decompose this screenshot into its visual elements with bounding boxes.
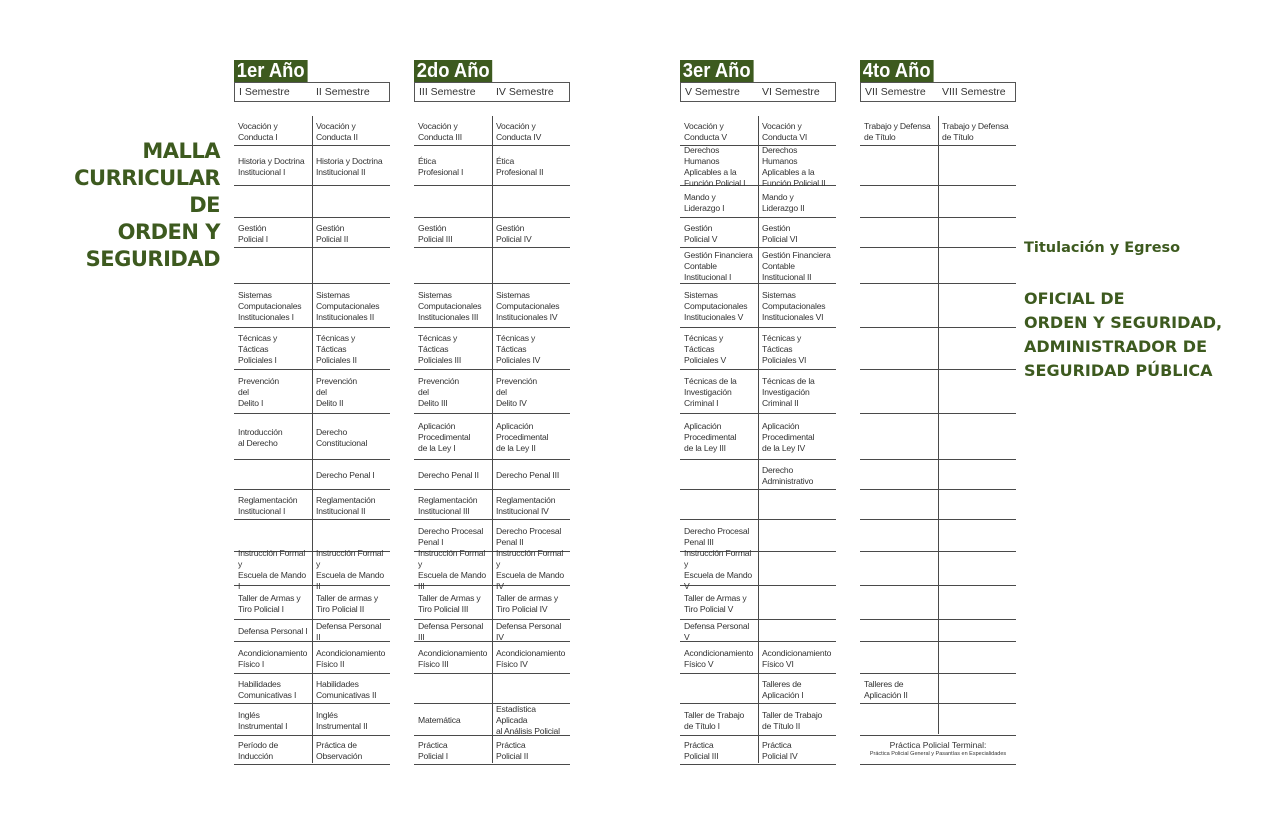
course-cell: Acondicionamiento Físico III	[414, 642, 492, 674]
course-cell	[938, 284, 1016, 328]
course-cell	[860, 284, 938, 328]
course-cell: Acondicionamiento Físico IV	[492, 642, 570, 674]
course-cell: Aplicación Procedimental de la Ley II	[492, 414, 570, 460]
course-cell: Acondicionamiento Físico V	[680, 642, 758, 674]
course-cell: Práctica Policial II	[492, 736, 570, 765]
course-cell	[860, 620, 938, 642]
course-cell	[680, 490, 758, 520]
title-line: ORDEN Y	[117, 220, 220, 244]
course-cell	[860, 704, 938, 736]
course-cell: Período de Inducción	[234, 736, 312, 765]
year-3-header	[680, 60, 836, 102]
course-cell: Habilidades Comunicativas I	[234, 674, 312, 704]
year-4-header	[860, 60, 1016, 102]
course-cell	[492, 674, 570, 704]
course-cell	[938, 620, 1016, 642]
course-cell: Reglamentación Institucional I	[234, 490, 312, 520]
course-cell	[938, 218, 1016, 248]
course-cell	[860, 218, 938, 248]
title-line: MALLA	[142, 139, 220, 163]
course-cell: Derecho Penal II	[414, 460, 492, 490]
course-cell: Práctica Policial I	[414, 736, 492, 765]
course-cell: Reglamentación Institucional III	[414, 490, 492, 520]
course-cell	[860, 460, 938, 490]
course-cell: Técnicas y Tácticas Policiales V	[680, 328, 758, 370]
course-cell: Derechos Humanos Aplicables a la Función Policial II	[758, 146, 836, 186]
course-cell	[234, 460, 312, 490]
page-title	[40, 138, 220, 273]
course-cell	[312, 248, 390, 284]
year-1-header	[234, 60, 390, 102]
course-cell: Aplicación Procedimental de la Ley III	[680, 414, 758, 460]
course-cell: Práctica Policial IV	[758, 736, 836, 765]
course-cell	[938, 674, 1016, 704]
terminal-underline	[860, 764, 1016, 765]
year-label: 4to Año	[860, 60, 933, 82]
course-cell: Taller de Armas y Tiro Policial III	[414, 586, 492, 620]
course-cell: Gestión Policial IV	[492, 218, 570, 248]
course-cell: Derecho Penal I	[312, 460, 390, 490]
course-cell	[414, 186, 492, 218]
course-cell: Trabajo y Defensa de Título	[938, 116, 1016, 146]
course-cell	[938, 328, 1016, 370]
course-cell: Taller de armas y Tiro Policial IV	[492, 586, 570, 620]
course-cell: Mando y Liderazgo I	[680, 186, 758, 218]
course-cell: Talleres de Aplicación II	[860, 674, 938, 704]
title-line: DE	[189, 193, 220, 217]
course-cell	[860, 328, 938, 370]
course-cell: Vocación y Conducta I	[234, 116, 312, 146]
course-cell: Técnicas y Tácticas Policiales I	[234, 328, 312, 370]
course-cell: Taller de Trabajo de Título II	[758, 704, 836, 736]
course-cell: Defensa Personal IV	[492, 620, 570, 642]
title-line: SEGURIDAD	[85, 247, 220, 271]
course-cell: Gestión Policial V	[680, 218, 758, 248]
degree-title	[1024, 287, 1222, 383]
course-cell: Defensa Personal V	[680, 620, 758, 642]
course-cell: Instrucción Formal y Escuela de Mando III	[414, 552, 492, 586]
course-cell	[938, 586, 1016, 620]
course-cell: Historia y Doctrina Institucional I	[234, 146, 312, 186]
semester-label: III Semestre	[419, 86, 476, 98]
course-cell	[860, 552, 938, 586]
terminal-subtitle: Práctica Policial General y Pasantías en Especialidades	[869, 751, 1007, 757]
course-cell: Gestión Financiera Contable Institucional II	[758, 248, 836, 284]
course-cell: Técnicas y Tácticas Policiales IV	[492, 328, 570, 370]
course-cell: Acondicionamiento Físico VI	[758, 642, 836, 674]
course-cell: Historia y Doctrina Institucional II	[312, 146, 390, 186]
semester-label: II Semestre	[316, 86, 370, 98]
semester-divider	[758, 116, 759, 763]
course-cell: Gestión Policial II	[312, 218, 390, 248]
course-cell	[312, 186, 390, 218]
course-cell	[938, 414, 1016, 460]
title-line: CURRICULAR	[74, 166, 220, 190]
course-cell	[938, 370, 1016, 414]
course-cell	[234, 186, 312, 218]
course-cell: Aplicación Procedimental de la Ley I	[414, 414, 492, 460]
course-cell: Gestión Financiera Contable Institucional I	[680, 248, 758, 284]
year-label: 3er Año	[680, 60, 753, 82]
course-cell: Reglamentación Institucional IV	[492, 490, 570, 520]
course-cell: Aplicación Procedimental de la Ley IV	[758, 414, 836, 460]
course-cell: Sistemas Computacionales Institucionales III	[414, 284, 492, 328]
course-cell	[860, 490, 938, 520]
course-cell: Gestión Policial III	[414, 218, 492, 248]
course-cell	[758, 490, 836, 520]
course-cell: Vocación y Conducta IV	[492, 116, 570, 146]
course-cell: Defensa Personal I	[234, 620, 312, 642]
course-cell	[860, 248, 938, 284]
course-cell: Gestión Policial I	[234, 218, 312, 248]
year-label: 1er Año	[234, 60, 307, 82]
course-cell	[938, 552, 1016, 586]
course-cell: Ética Profesional I	[414, 146, 492, 186]
course-cell	[938, 186, 1016, 218]
course-cell	[414, 674, 492, 704]
course-cell: Derechos Humanos Aplicables a la Función Policial I	[680, 146, 758, 186]
semester-label: V Semestre	[685, 86, 740, 98]
semester-divider	[312, 116, 313, 763]
course-cell	[938, 460, 1016, 490]
course-cell: Reglamentación Institucional II	[312, 490, 390, 520]
course-cell	[680, 460, 758, 490]
course-cell: Derecho Procesal Penal II	[492, 520, 570, 552]
course-cell: Derecho Constitucional	[312, 414, 390, 460]
course-cell: Instrucción Formal y Escuela de Mando I	[234, 552, 312, 586]
semester-divider	[938, 116, 939, 734]
semester-label: I Semestre	[239, 86, 290, 98]
course-cell: Práctica de Observación	[312, 736, 390, 765]
course-cell	[492, 248, 570, 284]
course-cell	[414, 248, 492, 284]
course-cell: Defensa Personal II	[312, 620, 390, 642]
course-cell	[860, 146, 938, 186]
course-cell: Defensa Personal III	[414, 620, 492, 642]
semester-divider	[492, 116, 493, 763]
semester-header	[680, 82, 836, 102]
course-cell: Acondicionamiento Físico II	[312, 642, 390, 674]
course-cell	[234, 248, 312, 284]
course-cell	[938, 146, 1016, 186]
course-cell: Derecho Administrativo	[758, 460, 836, 490]
course-cell: Técnicas y Tácticas Policiales VI	[758, 328, 836, 370]
degree-line: ORDEN Y SEGURIDAD,	[1024, 313, 1223, 332]
course-cell: Instrucción Formal y Escuela de Mando II	[312, 552, 390, 586]
course-cell: Habilidades Comunicativas II	[312, 674, 390, 704]
course-cell: Vocación y Conducta II	[312, 116, 390, 146]
course-cell: Sistemas Computacionales Institucionales VI	[758, 284, 836, 328]
course-cell	[860, 186, 938, 218]
course-cell: Derecho Penal III	[492, 460, 570, 490]
course-cell: Taller de Armas y Tiro Policial V	[680, 586, 758, 620]
course-cell: Taller de Armas y Tiro Policial I	[234, 586, 312, 620]
course-cell: Práctica Policial III	[680, 736, 758, 765]
course-cell: Gestión Policial VI	[758, 218, 836, 248]
course-cell: Instrucción Formal y Escuela de Mando IV	[492, 552, 570, 586]
course-cell	[938, 520, 1016, 552]
degree-line: SEGURIDAD PÚBLICA	[1024, 361, 1213, 380]
terminal-practice	[860, 740, 1016, 758]
course-cell	[758, 620, 836, 642]
course-cell: Taller de armas y Tiro Policial II	[312, 586, 390, 620]
course-cell: Técnicas de la Investigación Criminal I	[680, 370, 758, 414]
course-cell: Sistemas Computacionales Institucionales I	[234, 284, 312, 328]
course-cell: Taller de Trabajo de Título I	[680, 704, 758, 736]
course-cell: Prevención del Delito II	[312, 370, 390, 414]
course-cell: Instrucción Formal y Escuela de Mando V	[680, 552, 758, 586]
terminal-title: Práctica Policial Terminal:	[889, 740, 987, 750]
course-cell: Vocación y Conducta VI	[758, 116, 836, 146]
year-label: 2do Año	[414, 60, 492, 82]
year-2-header	[414, 60, 570, 102]
course-cell: Mando y Liderazgo II	[758, 186, 836, 218]
semester-label: VII Semestre	[865, 86, 926, 98]
titulacion-heading: Titulación y Egreso	[1024, 240, 1181, 256]
course-cell	[860, 520, 938, 552]
course-cell	[860, 642, 938, 674]
degree-line: OFICIAL DE	[1024, 289, 1125, 308]
course-cell: Prevención del Delito I	[234, 370, 312, 414]
course-cell	[938, 490, 1016, 520]
course-cell: Sistemas Computacionales Institucionales II	[312, 284, 390, 328]
course-cell: Prevención del Delito IV	[492, 370, 570, 414]
course-cell	[938, 642, 1016, 674]
course-cell: Talleres de Aplicación I	[758, 674, 836, 704]
course-cell: Estadística Aplicada al Análisis Policial	[492, 704, 570, 736]
course-cell	[860, 414, 938, 460]
course-cell	[758, 586, 836, 620]
semester-header	[234, 82, 390, 102]
course-cell: Técnicas y Tácticas Policiales III	[414, 328, 492, 370]
degree-line: ADMINISTRADOR DE	[1024, 337, 1208, 356]
course-cell	[938, 248, 1016, 284]
course-cell: Matemática	[414, 704, 492, 736]
course-cell	[860, 586, 938, 620]
course-cell: Técnicas y Tácticas Policiales II	[312, 328, 390, 370]
course-cell: Trabajo y Defensa de Título	[860, 116, 938, 146]
course-cell	[758, 520, 836, 552]
course-cell: Vocación y Conducta III	[414, 116, 492, 146]
course-cell: Inglés Instrumental II	[312, 704, 390, 736]
course-cell	[758, 552, 836, 586]
semester-header	[860, 82, 1016, 102]
semester-label: VI Semestre	[762, 86, 820, 98]
semester-label: VIII Semestre	[942, 86, 1006, 98]
course-cell: Acondicionamiento Físico I	[234, 642, 312, 674]
course-cell: Sistemas Computacionales Institucionales IV	[492, 284, 570, 328]
course-cell	[860, 370, 938, 414]
course-cell: Ética Profesional II	[492, 146, 570, 186]
course-cell: Introducción al Derecho	[234, 414, 312, 460]
semester-label: IV Semestre	[496, 86, 554, 98]
course-cell	[938, 704, 1016, 736]
course-cell: Derecho Procesal Penal I	[414, 520, 492, 552]
course-cell: Prevención del Delito III	[414, 370, 492, 414]
course-cell	[680, 674, 758, 704]
course-cell: Inglés Instrumental I	[234, 704, 312, 736]
course-cell: Derecho Procesal Penal III	[680, 520, 758, 552]
course-cell	[492, 186, 570, 218]
course-cell: Sistemas Computacionales Institucionales V	[680, 284, 758, 328]
semester-header	[414, 82, 570, 102]
course-cell: Vocación y Conducta V	[680, 116, 758, 146]
course-cell: Técnicas de la Investigación Criminal II	[758, 370, 836, 414]
